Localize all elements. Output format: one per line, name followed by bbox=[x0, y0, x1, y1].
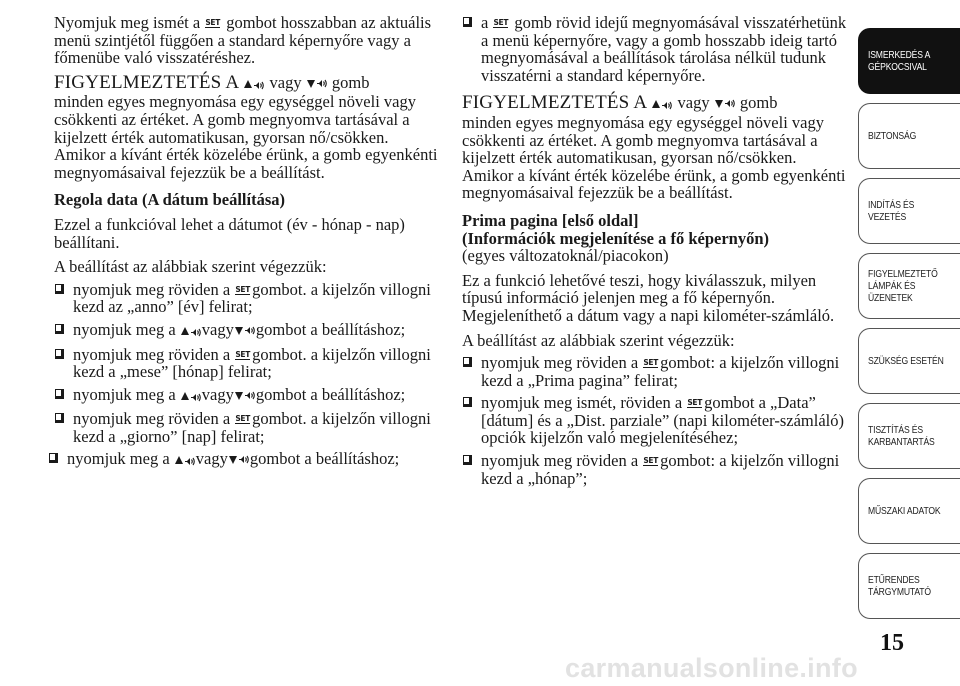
set-button-icon: SET bbox=[235, 414, 251, 424]
howto-date: A beállítást az alábbiak szerint végezzük: bbox=[54, 257, 327, 277]
down-arrow-speaker-icon bbox=[228, 452, 250, 470]
chapter-tab-label: TISZTÍTÁS ÉS KARBANTARTÁS bbox=[868, 424, 935, 448]
warning-block: FIGYELMEZTETÉS A vagy gomb minden egyes megnyomása egy egységgel növeli vagy csökkenti az értéket. A gomb megnyomva tartásával a kijelzett érték automatikusan, gyorsan nő/csökken. Amikor a kívánt érték közelébe érünk, a gomb egyenkénti megnyomásaival fejezzük be a beállítást. bbox=[462, 92, 846, 203]
item-text: gombot: a kijelzőn villogni kezd a „Prima pagina” felirat; bbox=[481, 353, 840, 390]
down-arrow-speaker-icon bbox=[234, 388, 256, 406]
down-arrow-speaker-icon bbox=[234, 323, 256, 341]
checkbox-bullet-icon bbox=[55, 413, 64, 423]
checkbox-bullet-icon bbox=[463, 17, 472, 27]
up-arrow-speaker-icon bbox=[174, 452, 196, 470]
chapter-tab-label: INDÍTÁS ÉS VEZETÉS bbox=[868, 199, 915, 223]
down-arrow-speaker-icon bbox=[306, 76, 328, 94]
chapter-tab[interactable] bbox=[858, 28, 960, 94]
howto-firstpage: A beállítást az alábbiak szerint végezzük: bbox=[462, 330, 735, 350]
chapter-tab[interactable] bbox=[858, 403, 960, 469]
item-text: nyomjuk meg a bbox=[73, 384, 176, 404]
item-text: nyomjuk meg a bbox=[73, 319, 176, 339]
item-text: nyomjuk meg röviden a bbox=[73, 409, 231, 429]
chapter-tab-label: FIGYELMEZTETŐ LÁMPÁK ÉS ÜZENETEK bbox=[868, 268, 938, 304]
item-text: gombot: a kijelzőn villogni kezd a „hónap”; bbox=[481, 451, 840, 488]
set-button-icon: SET bbox=[235, 349, 251, 359]
list-item: a SET gomb rövid idejű megnyomásával visszatérhetünk a menü képernyőre, vagy a gomb hosszabb ideig tartó megnyomásával a beállítások tárolása nélkül tudunk visszatérni a standard képernyőre. bbox=[462, 14, 848, 84]
chapter-tab-label: ETŰRENDES TÁRGYMUTATÓ bbox=[868, 574, 931, 598]
chapter-tab[interactable] bbox=[858, 553, 960, 619]
list-item bbox=[462, 394, 848, 447]
left-column bbox=[54, 14, 438, 475]
item-text: nyomjuk meg ismét, röviden a bbox=[481, 393, 683, 413]
right-step-list bbox=[462, 354, 848, 487]
intro-date: Ezzel a funkcióval lehet a dátumot (év - hónap - nap) beállítani. bbox=[54, 214, 405, 252]
set-button-icon: SET bbox=[493, 18, 509, 27]
item-text: nyomjuk meg a bbox=[67, 449, 170, 469]
set-button-icon: SET bbox=[235, 284, 251, 294]
list-item bbox=[54, 386, 438, 406]
watermark: carmanualsonline.info bbox=[565, 653, 858, 683]
list-item bbox=[54, 346, 438, 381]
right-column bbox=[462, 14, 848, 492]
checkbox-bullet-icon bbox=[49, 453, 58, 463]
item-text: gombot. a kijelzőn villogni kezd a „mese” [hónap] felirat; bbox=[73, 344, 431, 382]
up-arrow-speaker-icon bbox=[651, 96, 673, 114]
set-button-icon: SET bbox=[643, 358, 659, 368]
item-text: gombot a beállításhoz; bbox=[255, 384, 406, 404]
chapter-tab-label: MŰSZAKI ADATOK bbox=[868, 505, 941, 517]
chapter-tab[interactable] bbox=[858, 103, 960, 169]
list-item bbox=[462, 354, 848, 389]
page-number: 15 bbox=[880, 630, 904, 656]
item-text: vagy bbox=[195, 449, 228, 469]
chapter-tab-label: ISMERKEDÉS A GÉPKOCSIVAL bbox=[868, 49, 931, 73]
set-button-icon: SET bbox=[687, 398, 703, 408]
chapter-tabs bbox=[858, 28, 960, 628]
paragraph-return: Nyomjuk meg ismét a SET gombot hosszabban az aktuális menü szintjétől függően a standard képernyőre vagy a főmenübe való visszatéréshez. bbox=[54, 13, 432, 68]
list-item bbox=[54, 321, 438, 341]
item-text: nyomjuk meg röviden a bbox=[73, 279, 231, 299]
item-text: nyomjuk meg röviden a bbox=[481, 451, 639, 471]
item-text: gombot. a kijelzőn villogni kezd az „anno” [év] felirat; bbox=[73, 279, 431, 317]
checkbox-bullet-icon bbox=[463, 357, 472, 367]
item-text: gombot a „Data” [dátum] és a „Dist. parziale” (napi kilométer-számláló) opciók kijelzőn való megjelenítéséhez; bbox=[481, 393, 844, 448]
set-button-icon: SET bbox=[205, 18, 221, 27]
list-item bbox=[462, 452, 848, 487]
list-item bbox=[48, 450, 438, 470]
item-text: gombot a beállításhoz; bbox=[255, 319, 406, 339]
section-heading-firstpage: Prima pagina [első oldal] (Információk megjelenítése a fő képernyőn) (egyes változatoknál/piacokon) bbox=[462, 210, 770, 266]
item-text: gombot a beállításhoz; bbox=[249, 449, 400, 469]
item-text: vagy bbox=[201, 319, 234, 339]
up-arrow-speaker-icon bbox=[243, 76, 265, 94]
up-arrow-speaker-icon bbox=[180, 388, 202, 406]
item-text: gombot. a kijelzőn villogni kezd a „giorno” [nap] felirat; bbox=[73, 409, 431, 446]
checkbox-bullet-icon bbox=[55, 349, 64, 359]
down-arrow-speaker-icon bbox=[714, 96, 736, 114]
checkbox-bullet-icon bbox=[463, 455, 472, 465]
warning-block: FIGYELMEZTETÉS A vagy gomb minden egyes megnyomása egy egységgel növeli vagy csökkenti az értéket. A gomb megnyomva tartásával a kijelzett érték automatikusan, gyorsan nő/csökken. Amikor a kívánt érték közelébe érünk, a gomb egyenkénti megnyomásaival fejezzük be a beállítást. bbox=[54, 71, 438, 182]
item-text: nyomjuk meg röviden a bbox=[73, 344, 231, 364]
item-text: vagy bbox=[201, 384, 234, 404]
chapter-tab[interactable] bbox=[858, 478, 960, 544]
chapter-tab[interactable] bbox=[858, 178, 960, 244]
left-step-list bbox=[54, 281, 438, 470]
checkbox-bullet-icon bbox=[55, 324, 64, 334]
checkbox-bullet-icon bbox=[55, 284, 64, 294]
item-text: nyomjuk meg röviden a bbox=[481, 353, 639, 373]
chapter-tab-label: BIZTONSÁG bbox=[868, 130, 917, 142]
list-item bbox=[54, 281, 438, 316]
checkbox-bullet-icon bbox=[463, 397, 472, 407]
checkbox-bullet-icon bbox=[55, 389, 64, 399]
intro-firstpage: Ez a funkció lehetővé teszi, hogy kiválasszuk, milyen típusú információ jelenjen meg a fő képernyőn. Megjeleníthető a dátum vagy a napi kilométer-számláló. bbox=[462, 270, 835, 325]
set-button-icon: SET bbox=[643, 456, 659, 466]
chapter-tab[interactable] bbox=[858, 328, 960, 394]
list-item bbox=[54, 410, 438, 445]
chapter-tab[interactable] bbox=[858, 253, 960, 319]
section-heading-date: Regola data (A dátum beállítása) bbox=[54, 190, 285, 210]
chapter-tab-label: SZÜKSÉG ESETÉN bbox=[868, 355, 944, 367]
up-arrow-speaker-icon bbox=[180, 323, 202, 341]
